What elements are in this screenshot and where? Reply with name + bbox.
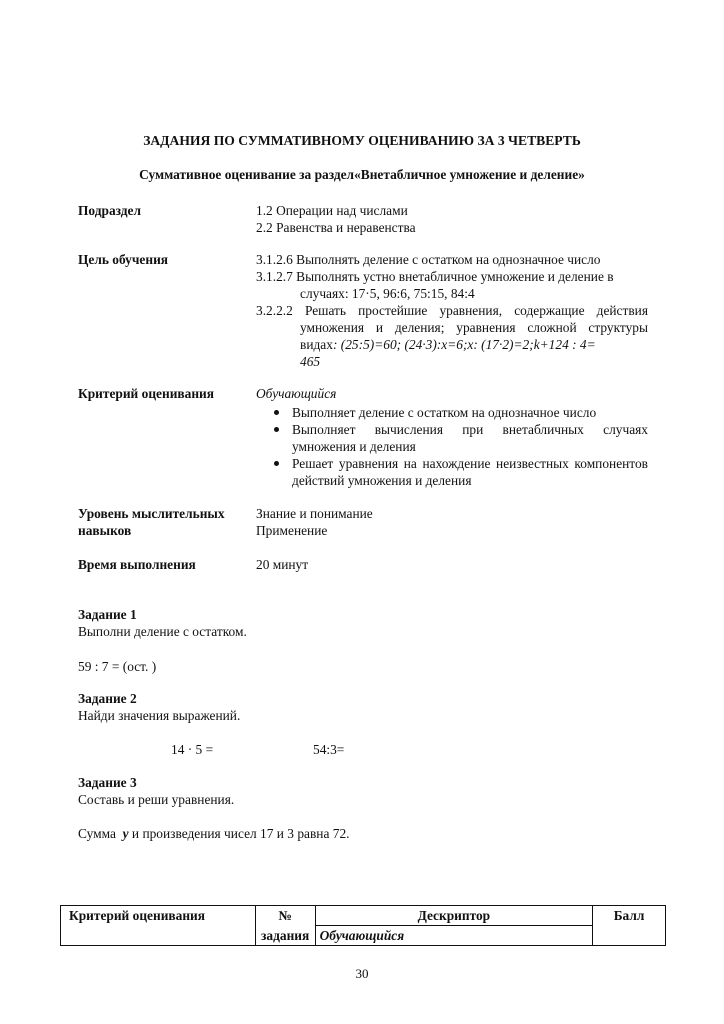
- task-2: [78, 690, 678, 724]
- thinking-values: [256, 505, 648, 539]
- criterion-bullet-text: Выполняет деление с остатком на однозначное число: [292, 405, 597, 420]
- task-3-text-b: и произведения чисел 17 и 3 равна 72.: [128, 826, 350, 841]
- page-subtitle: Суммативное оценивание за раздел«Внетабличное умножение и деление»: [139, 167, 585, 182]
- goal-line: 3.2.2.2 Решать простейшие уравнения, содержащие действия: [256, 303, 648, 318]
- goal-label: Цель обучения: [78, 252, 169, 267]
- task-text: Составь и реши уравнения.: [78, 792, 235, 807]
- goal-line: [256, 336, 648, 353]
- table-header-criterion: Критерий оценивания: [61, 906, 256, 946]
- goal-line: случаях: 17·5, 96:6, 75:15, 84:4: [300, 286, 475, 301]
- task-3: [78, 774, 678, 808]
- thinking-line: Знание и понимание: [256, 506, 373, 521]
- time-label: Время выполнения: [78, 557, 196, 572]
- assessment-table: [60, 905, 666, 946]
- subsection-label: Подраздел: [78, 203, 142, 218]
- criterion-bullet: [256, 404, 648, 421]
- task-text: Выполни деление с остатком.: [78, 624, 247, 639]
- criterion-bullet-text: Выполняет вычисления при внетабличных случаях умножения и деления: [292, 422, 648, 454]
- goal-line: 3.1.2.7 Выполнять устно внетабличное умножение и деление в: [256, 269, 614, 284]
- criterion-bullets: [256, 404, 648, 489]
- bullet-icon: [274, 427, 279, 432]
- table-header-number: №: [255, 906, 315, 926]
- page-title: ЗАДАНИЯ ПО СУММАТИВНОМУ ОЦЕНИВАНИЮ ЗА 3 ЧЕТВЕРТЬ: [143, 133, 581, 148]
- criterion-intro: Обучающийся: [256, 386, 337, 401]
- page-number: 30: [355, 966, 369, 981]
- bullet-icon: [274, 461, 279, 466]
- goal-equations: : (25:5)=60; (24·3):x=6;x: (17·2)=2;k+124 : 4=: [332, 337, 596, 352]
- criterion-bullet: [256, 455, 648, 489]
- table-header-score: Балл: [593, 906, 666, 946]
- goal-line: умножения и деления; уравнения сложной структуры: [300, 320, 648, 335]
- table-header-descriptor-sub: Обучающийся: [315, 926, 592, 946]
- task-text: Найди значения выражений.: [78, 708, 241, 723]
- goal-values: [256, 251, 648, 370]
- task-3-text-a: Сумма: [78, 826, 123, 841]
- goal-line: 465: [300, 354, 321, 369]
- task-1: [78, 606, 678, 640]
- task-2-expression-1: 14 · 5 =: [171, 742, 214, 757]
- criterion-bullet-text: Решает уравнения на нахождение неизвестных компонентов действий умножения и деления: [292, 456, 648, 488]
- bullet-icon: [274, 410, 279, 415]
- task-3-variable: у: [122, 826, 129, 841]
- table-header-number-sub: задания: [255, 926, 315, 946]
- goal-line-prefix: видах: [300, 337, 333, 352]
- task-heading: Задание 2: [78, 691, 137, 706]
- task-heading: Задание 1: [78, 607, 137, 622]
- task-2-expression-2: 54:3=: [313, 742, 345, 757]
- table-header-descriptor: Дескриптор: [315, 906, 592, 926]
- task-3-statement: [78, 825, 678, 842]
- criterion-bullet: [256, 421, 648, 455]
- thinking-line: Применение: [256, 523, 328, 538]
- thinking-label: Уровень мыслительных навыков: [78, 506, 225, 538]
- subsection-line: 2.2 Равенства и неравенства: [256, 220, 416, 235]
- criterion-label: Критерий оценивания: [78, 386, 215, 401]
- task-1-expression: 59 : 7 = (ост. ): [78, 659, 157, 674]
- task-heading: Задание 3: [78, 775, 137, 790]
- table-header-row: [61, 906, 666, 926]
- goal-line: 3.1.2.6 Выполнять деление с остатком на однозначное число: [256, 252, 601, 267]
- time-value: 20 минут: [256, 557, 309, 572]
- subsection-values: [256, 202, 648, 236]
- subsection-line: 1.2 Операции над числами: [256, 203, 408, 218]
- criterion-values: [256, 385, 648, 489]
